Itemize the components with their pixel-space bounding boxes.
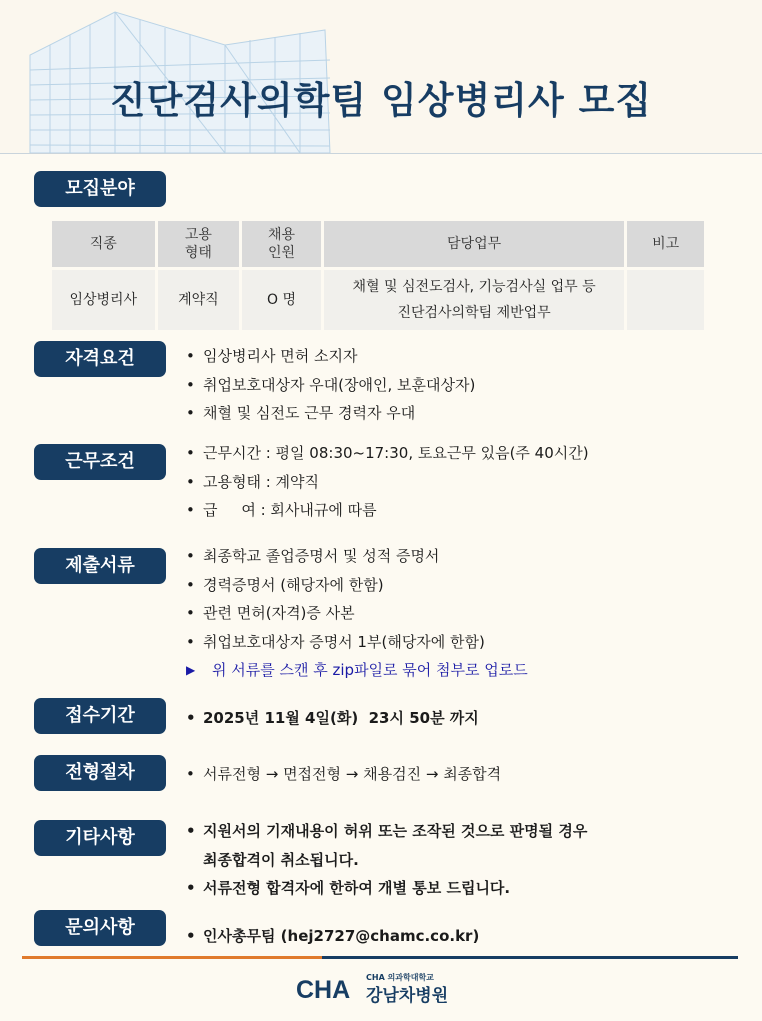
list-item: • 최종학교 졸업증명서 및 성적 증명서	[186, 542, 528, 571]
section-label-process: 전형절차	[34, 755, 166, 791]
contact-list	[186, 922, 479, 951]
cell-duty: 채혈 및 심전도검사, 기능검사실 업무 등 진단검사의학팀 제반업무	[324, 270, 624, 330]
table-row	[52, 270, 704, 330]
section-label-period: 접수기간	[34, 698, 166, 734]
header-headcount: 채용 인원	[242, 221, 321, 267]
footer-divider-orange	[22, 956, 322, 959]
logo-university-name: CHA 의과학대학교	[366, 973, 434, 982]
list-item-continuation: 최종합격이 취소됩니다.	[203, 850, 359, 869]
list-item: • 서류전형 → 면접전형 → 채용검진 → 최종합격	[186, 760, 501, 789]
header-banner	[0, 0, 762, 154]
recruitment-table	[49, 218, 707, 333]
svg-text:CHA: CHA	[296, 976, 351, 1004]
footer-divider-navy	[322, 956, 738, 959]
list-item: • 채혈 및 심전도 근무 경력자 우대	[186, 399, 475, 428]
section-label-field: 모집분야	[34, 171, 166, 207]
section-label-etc: 기타사항	[34, 820, 166, 856]
list-item: • 서류전형 합격자에 한하여 개별 통보 드립니다.	[186, 874, 587, 903]
list-item: • 근무시간 : 평일 08:30~17:30, 토요근무 있음(주 40시간)	[186, 439, 589, 468]
list-item: • 취업보호대상자 우대(장애인, 보훈대상자)	[186, 371, 475, 400]
header-employment-type: 고용 형태	[158, 221, 240, 267]
cell-count: O 명	[242, 270, 321, 330]
list-item: • 고용형태 : 계약직	[186, 468, 589, 497]
documents-upload-note: ▶ 위 서류를 스캔 후 zip파일로 묶어 첨부로 업로드	[186, 656, 528, 685]
section-label-contact: 문의사항	[34, 910, 166, 946]
list-item: • 임상병리사 면허 소지자	[186, 342, 475, 371]
cell-type: 계약직	[158, 270, 240, 330]
section-label-qualification: 자격요건	[34, 341, 166, 377]
page-title: 진단검사의학팀 임상병리사 모집	[109, 79, 653, 122]
list-item: • 인사총무팀 (hej2727@chamc.co.kr)	[186, 922, 479, 951]
hospital-logo	[296, 972, 476, 1006]
list-item: • 취업보호대상자 증명서 1부(해당자에 한함)	[186, 628, 528, 657]
cha-logo-mark	[296, 974, 358, 1004]
conditions-list	[186, 439, 589, 525]
section-label-documents: 제출서류	[34, 548, 166, 584]
table-header-row	[52, 221, 704, 267]
header-duty: 담당업무	[324, 221, 624, 267]
list-item: • 관련 면허(자격)증 사본	[186, 599, 528, 628]
etc-list	[186, 817, 587, 903]
documents-list	[186, 542, 528, 685]
qualification-list	[186, 342, 475, 428]
process-list	[186, 760, 501, 789]
list-item: • 지원서의 기재내용이 허위 또는 조작된 것으로 판명될 경우	[186, 817, 587, 846]
section-label-conditions: 근무조건	[34, 444, 166, 480]
cell-note	[627, 270, 704, 330]
list-item: • 급 여 : 회사내규에 따름	[186, 496, 589, 525]
logo-hospital-name: 강남차병원	[366, 986, 449, 1006]
list-item: • 2025년 11월 4일(화) 23시 50분 까지	[186, 704, 479, 733]
list-item: • 경력증명서 (해당자에 한함)	[186, 571, 528, 600]
header-job: 직종	[52, 221, 155, 267]
cell-job: 임상병리사	[52, 270, 155, 330]
period-list	[186, 704, 479, 733]
header-note: 비고	[627, 221, 704, 267]
